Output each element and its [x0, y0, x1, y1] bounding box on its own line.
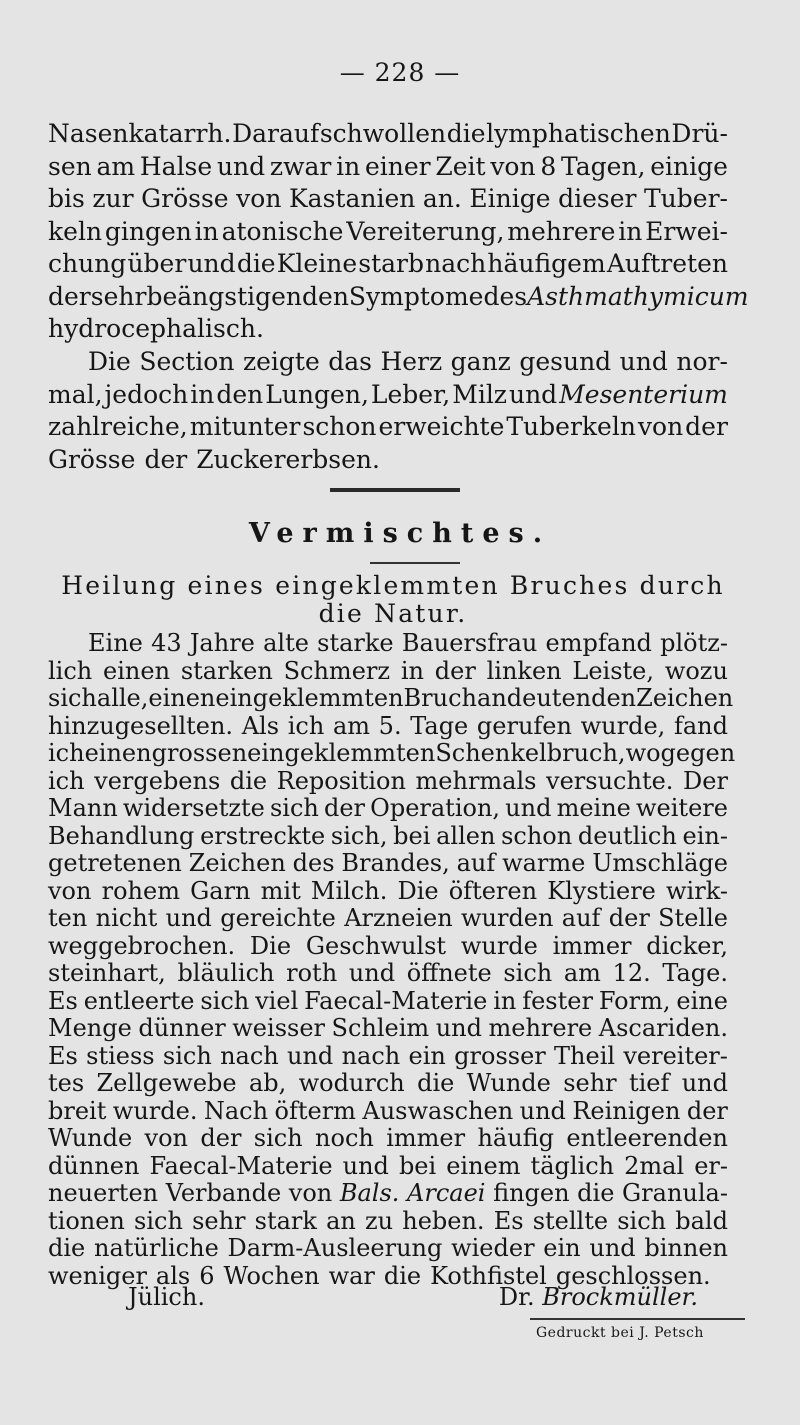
signature-line	[48, 1283, 698, 1311]
text-line: tes Zellgewebe ab, wodurch die Wunde sehr tief und	[48, 1069, 728, 1097]
text-line: mal, jedoch in den Lungen, Leber, Milz und Mesenterium	[48, 379, 728, 409]
text-line: Wunde von der sich noch immer häufig entleerenden	[48, 1124, 728, 1152]
text-line: Grösse der Zuckererbsen.	[48, 444, 380, 474]
signature-place: Jülich.	[128, 1283, 205, 1311]
text-line: steinhart, bläulich roth und öffnete sich am 12. Tage.	[48, 959, 728, 987]
paragraph-1	[48, 118, 749, 346]
text-line: Es entleerte sich viel Faecal-Materie in fester Form, eine	[48, 986, 728, 1015]
text-line: keln gingen in atonische Vereiterung, mehrere in Erwei-	[48, 216, 728, 246]
text-line: Behandlung erstreckte sich, bei allen schon deutlich ein-	[48, 821, 728, 850]
text-line: weniger als 6 Wochen war die Kothfistel geschlossen.	[48, 1261, 711, 1290]
text-line: bis zur Grösse von Kastanien an. Einige dieser Tuber-	[48, 184, 728, 213]
text-line: neuerten Verbande von Bals. Arcaei fingen die Granula-	[48, 1179, 728, 1207]
text-line: von rohem Garn mit Milch. Die öfteren Klystiere wirk-	[48, 876, 728, 905]
section-separator-rule	[330, 488, 460, 492]
text-line: sen am Halse und zwar in einer Zeit von 8 Tagen, einige	[48, 151, 728, 181]
text-line: Nasenkatarrh. Darauf schwollen die lymphatischen Drü-	[48, 119, 728, 148]
article-title	[48, 572, 738, 628]
page-number: — 228 —	[339, 58, 461, 87]
text-line: ten nicht und gereichte Arzneien wurden auf der Stelle	[48, 904, 728, 932]
text-line: die natürliche Darm-Ausleerung wieder ein und binnen	[48, 1234, 728, 1262]
article-title-line-2: die Natur.	[318, 599, 468, 628]
text-line: ich vergebens die Reposition mehrmals versuchte. Der	[48, 766, 728, 795]
text-line: Menge dünner weisser Schleim und mehrere Ascariden.	[48, 1014, 728, 1042]
text-line: hinzugesellten. Als ich am 5. Tage gerufen wurde, fand	[48, 711, 728, 740]
paragraph-2	[48, 346, 728, 476]
text-line: weggebrochen. Die Geschwulst wurde immer dicker,	[48, 931, 728, 960]
text-line: dünnen Faecal-Materie und bei einem täglich 2mal er-	[48, 1151, 728, 1180]
text-line: zahlreiche, mitunter schon erweichte Tuberkeln von der	[48, 412, 728, 441]
text-line: chung über und die Kleine starb nach häufigem Auftreten	[48, 249, 728, 278]
text-line: Es stiess sich nach und nach ein grosser Theil vereiter-	[48, 1041, 728, 1070]
footer-rule	[530, 1318, 745, 1320]
text-line: Eine 43 Jahre alte starke Bauersfrau empfand plötz-	[88, 629, 728, 657]
printer-note: Gedruckt bei J. Petsch	[536, 1325, 704, 1341]
signature-author	[499, 1283, 698, 1311]
paragraph-3	[48, 629, 736, 1290]
article-title-line-1: Heilung eines eingeklemmten Bruches durch	[61, 571, 725, 600]
text-line: Die Section zeigte das Herz ganz gesund und nor-	[88, 347, 728, 376]
text-line: hydrocephalisch.	[48, 314, 264, 343]
author-name: Brockmüller.	[542, 1283, 698, 1311]
text-line: ich einen grossen eingeklemmten Schenkelbruch, wogegen	[48, 739, 736, 767]
text-line: Mann widersetzte sich der Operation, und meine weitere	[48, 794, 728, 822]
text-line: tionen sich sehr stark an zu heben. Es stellte sich bald	[48, 1206, 728, 1235]
author-prefix: Dr.	[498, 1283, 535, 1311]
text-line: der sehr beängstigenden Symptome des Asthma thymicum	[48, 281, 749, 311]
text-line: lich einen starken Schmerz in der linken Leiste, wozu	[48, 656, 728, 685]
text-line: sich alle, einen eingeklemmten Bruch andeutenden Zeichen	[48, 684, 734, 712]
heading-rule	[370, 562, 460, 564]
section-heading: Vermischtes.	[248, 518, 552, 549]
text-line: breit wurde. Nach öfterm Auswaschen und Reinigen der	[48, 1096, 728, 1125]
text-line: getretenen Zeichen des Brandes, auf warme Umschläge	[48, 849, 728, 877]
